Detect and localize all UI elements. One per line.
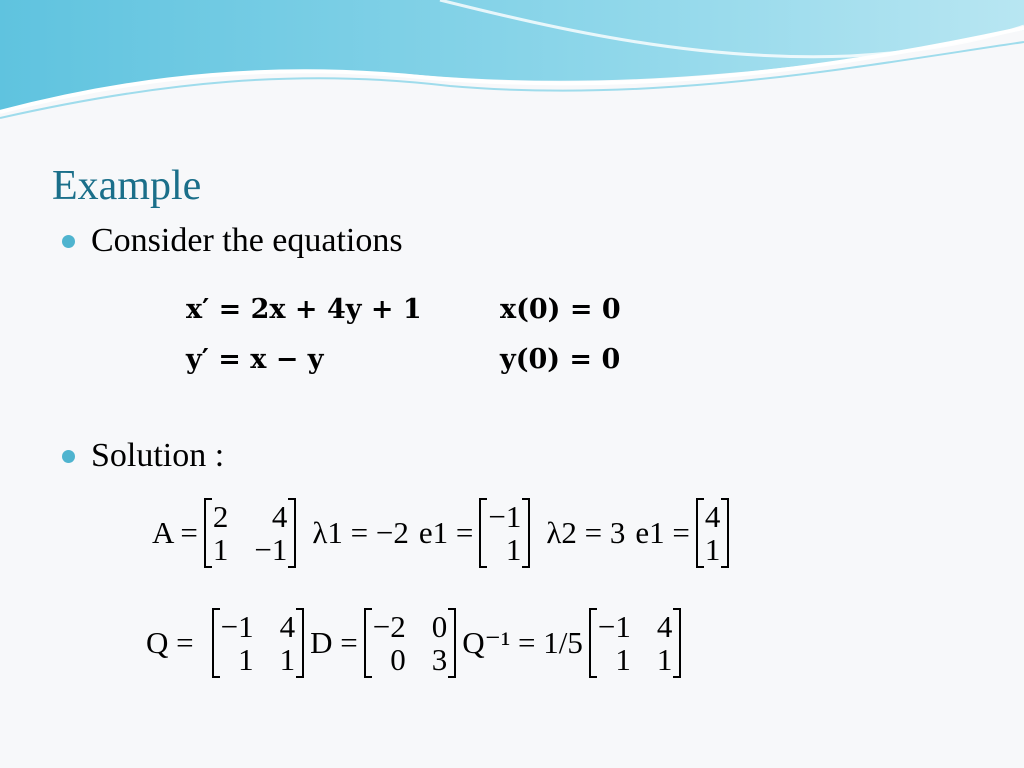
- matrix-a-label: A =: [152, 515, 198, 550]
- matrix-d: [364, 610, 456, 676]
- matrix-cell: 1: [505, 532, 522, 567]
- matrix-cell: 4: [656, 609, 673, 644]
- matrix-cell: −1: [254, 532, 288, 567]
- matrix-d-label: D =: [310, 625, 358, 660]
- matrix-cell: −1: [488, 499, 522, 534]
- matrix-cell: 1: [238, 642, 254, 677]
- matrix-a: [204, 500, 296, 566]
- diagonalization-row: [146, 610, 687, 676]
- initial-condition-y: y(0) = 0: [500, 344, 621, 375]
- e1-label: e1 =: [635, 515, 690, 550]
- bullet-dot-icon: [62, 235, 75, 248]
- matrix-q: [212, 610, 304, 676]
- lambda2-text: λ2 = 3: [546, 515, 626, 550]
- matrix-cell: 4: [271, 499, 288, 534]
- bullet-consider: [62, 222, 403, 260]
- bullet-dot-icon: [62, 450, 75, 463]
- slide-title: Example: [52, 163, 202, 209]
- bullet-text: Solution :: [91, 437, 225, 474]
- initial-condition-x: x(0) = 0: [500, 294, 621, 325]
- matrix-cell: 1: [704, 532, 721, 567]
- bullet-solution: [62, 437, 224, 475]
- matrix-cell: 2: [212, 499, 229, 534]
- matrix-cell: 4: [704, 499, 721, 534]
- matrix-cell: 1: [279, 642, 296, 677]
- matrix-q-label: Q =: [146, 625, 194, 660]
- matrix-cell: 3: [431, 642, 448, 677]
- e1-label: e1 =: [418, 515, 474, 550]
- matrix-cell: −2: [372, 609, 406, 644]
- matrix-q-inverse: [589, 610, 681, 676]
- matrix-cell: 1: [656, 642, 673, 677]
- matrix-cell: 1: [615, 642, 631, 677]
- matrix-cell: 0: [431, 609, 448, 644]
- eigenvector-2: [696, 500, 730, 566]
- equation-x: x′ = 2x + 4y + 1: [186, 294, 422, 325]
- equation-y: y′ = x − y: [186, 344, 324, 375]
- matrix-cell: 4: [279, 609, 296, 644]
- lambda1-text: λ1 = −2: [312, 515, 409, 550]
- eigen-row: [152, 500, 735, 566]
- matrix-cell: −1: [220, 609, 254, 644]
- eigenvector-1: [479, 500, 530, 566]
- bullet-text: Consider the equations: [91, 222, 403, 259]
- header-wave-decoration: [0, 0, 1024, 130]
- matrix-cell: 0: [390, 642, 406, 677]
- matrix-q-inverse-label: Q⁻¹ = 1/5: [462, 625, 583, 660]
- matrix-cell: −1: [597, 609, 631, 644]
- matrix-cell: 1: [212, 532, 229, 567]
